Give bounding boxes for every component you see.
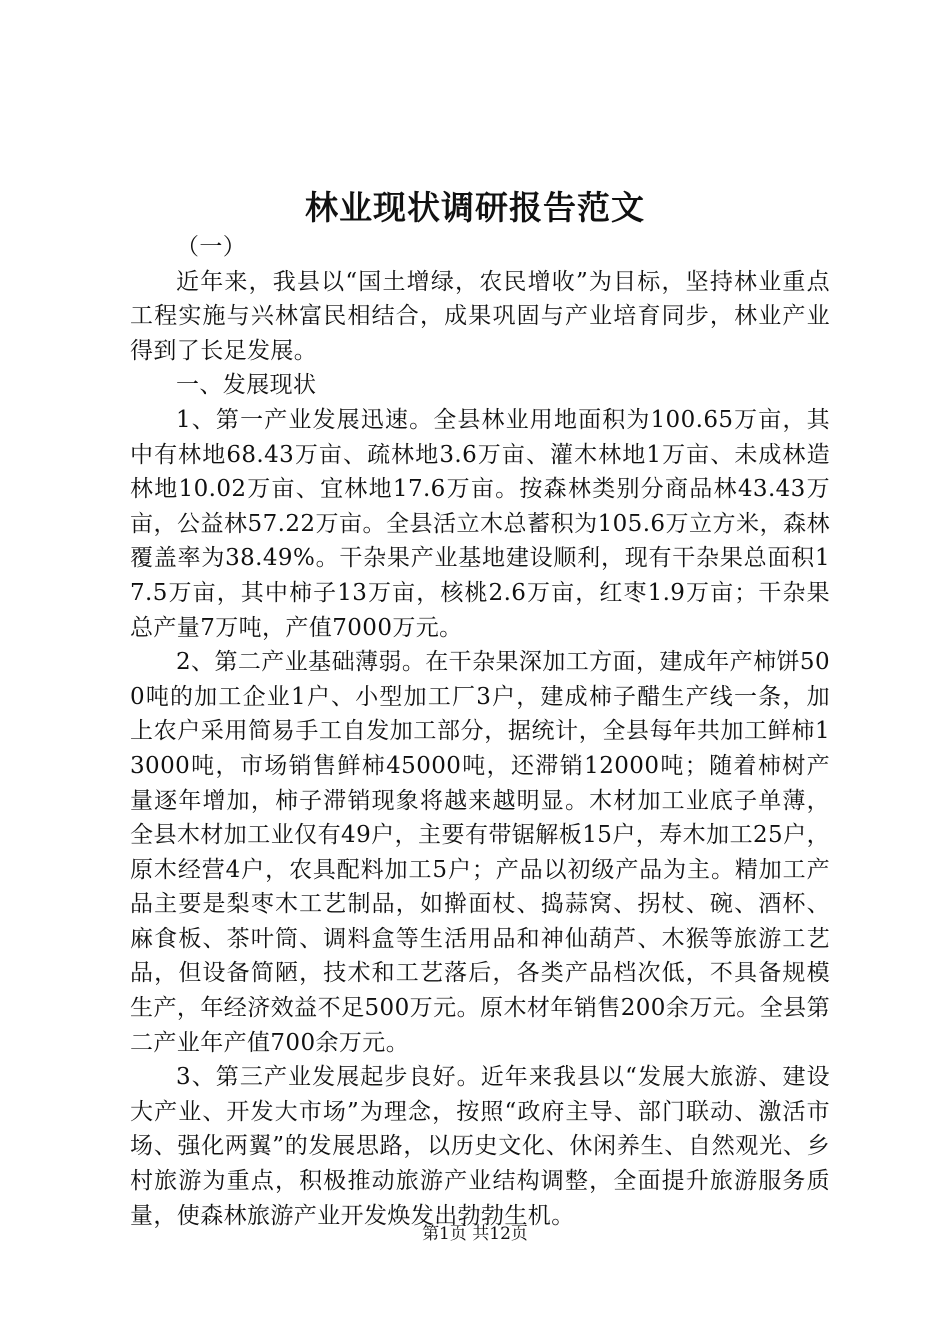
page-footer: 第1页 共12页 [422,1224,528,1244]
paragraph-intro: 近年来，我县以“国土增绿，农民增收”为目标，坚持林业重点工程实施与兴林富民相结合，成果巩固与产业培育同步，林业产业得到了长足发展。 [130,268,830,364]
paragraph-secondary-industry: 2、第二产业基础薄弱。在干杂果深加工方面，建成年产柿饼500吨的加工企业1户、小型加工厂3户，建成柿子醋生产线一条，加上农户采用简易手工自发加工部分，据统计，全县每年共加工鲜柿13000吨，市场销售鲜柿45000吨，还滞销12000吨；随着柿树产量逐年增加，柿子滞销现象将越来越明显。木材加工业底子单薄，全县木材加工业仅有49户，主要有带锯解板15户，寿木加工25户，原木经营4户，农具配料加工5户；产品以初级产品为主。精加工产品主要是梨枣木工艺制品，如擀面杖、捣蒜窝、拐杖、碗、酒杯、麻食板、茶叶筒、调料盒等生活用品和神仙葫芦、木猴等旅游工艺品，但设备简陋，技术和工艺落后，各类产品档次低，不具备规模生产，年经济效益不足500万元。原木材年销售200余万元。全县第二产业年产值700余万元。 [130,649,830,1056]
section-heading-status: 一、发展现状 [176,372,317,399]
document-body [130,230,830,1233]
paragraph-primary-industry: 1、第一产业发展迅速。全县林业用地面积为100.65万亩，其中有林地68.43万亩、疏林地3.6万亩、灌木林地1万亩、未成林造林地10.02万亩、宜林地17.6万亩。按森林类别分商品林43.43万亩，公益林57.22万亩。全县活立木总蓄积为105.6万立方米，森林覆盖率为38.49%。干杂果产业基地建设顺利，现有干杂果总面积17.5万亩，其中柿子13万亩，核桃2.6万亩，红枣1.9万亩；干杂果总产量7万吨，产值7000万元。 [130,406,830,641]
paragraph-section-number: （一） [176,234,247,260]
paragraph-tertiary-industry: 3、第三产业发展起步良好。近年来我县以“发展大旅游、建设大产业、开发大市场”为理念，按照“政府主导、部门联动、激活市场、强化两翼”的发展思路，以历史文化、休闲养生、自然观光、乡村旅游为重点，积极推动旅游产业结构调整，全面提升旅游服务质量，使森林旅游产业开发焕发出勃勃生机。 [130,1064,830,1229]
document-title: 林业现状调研报告范文 [305,188,645,227]
